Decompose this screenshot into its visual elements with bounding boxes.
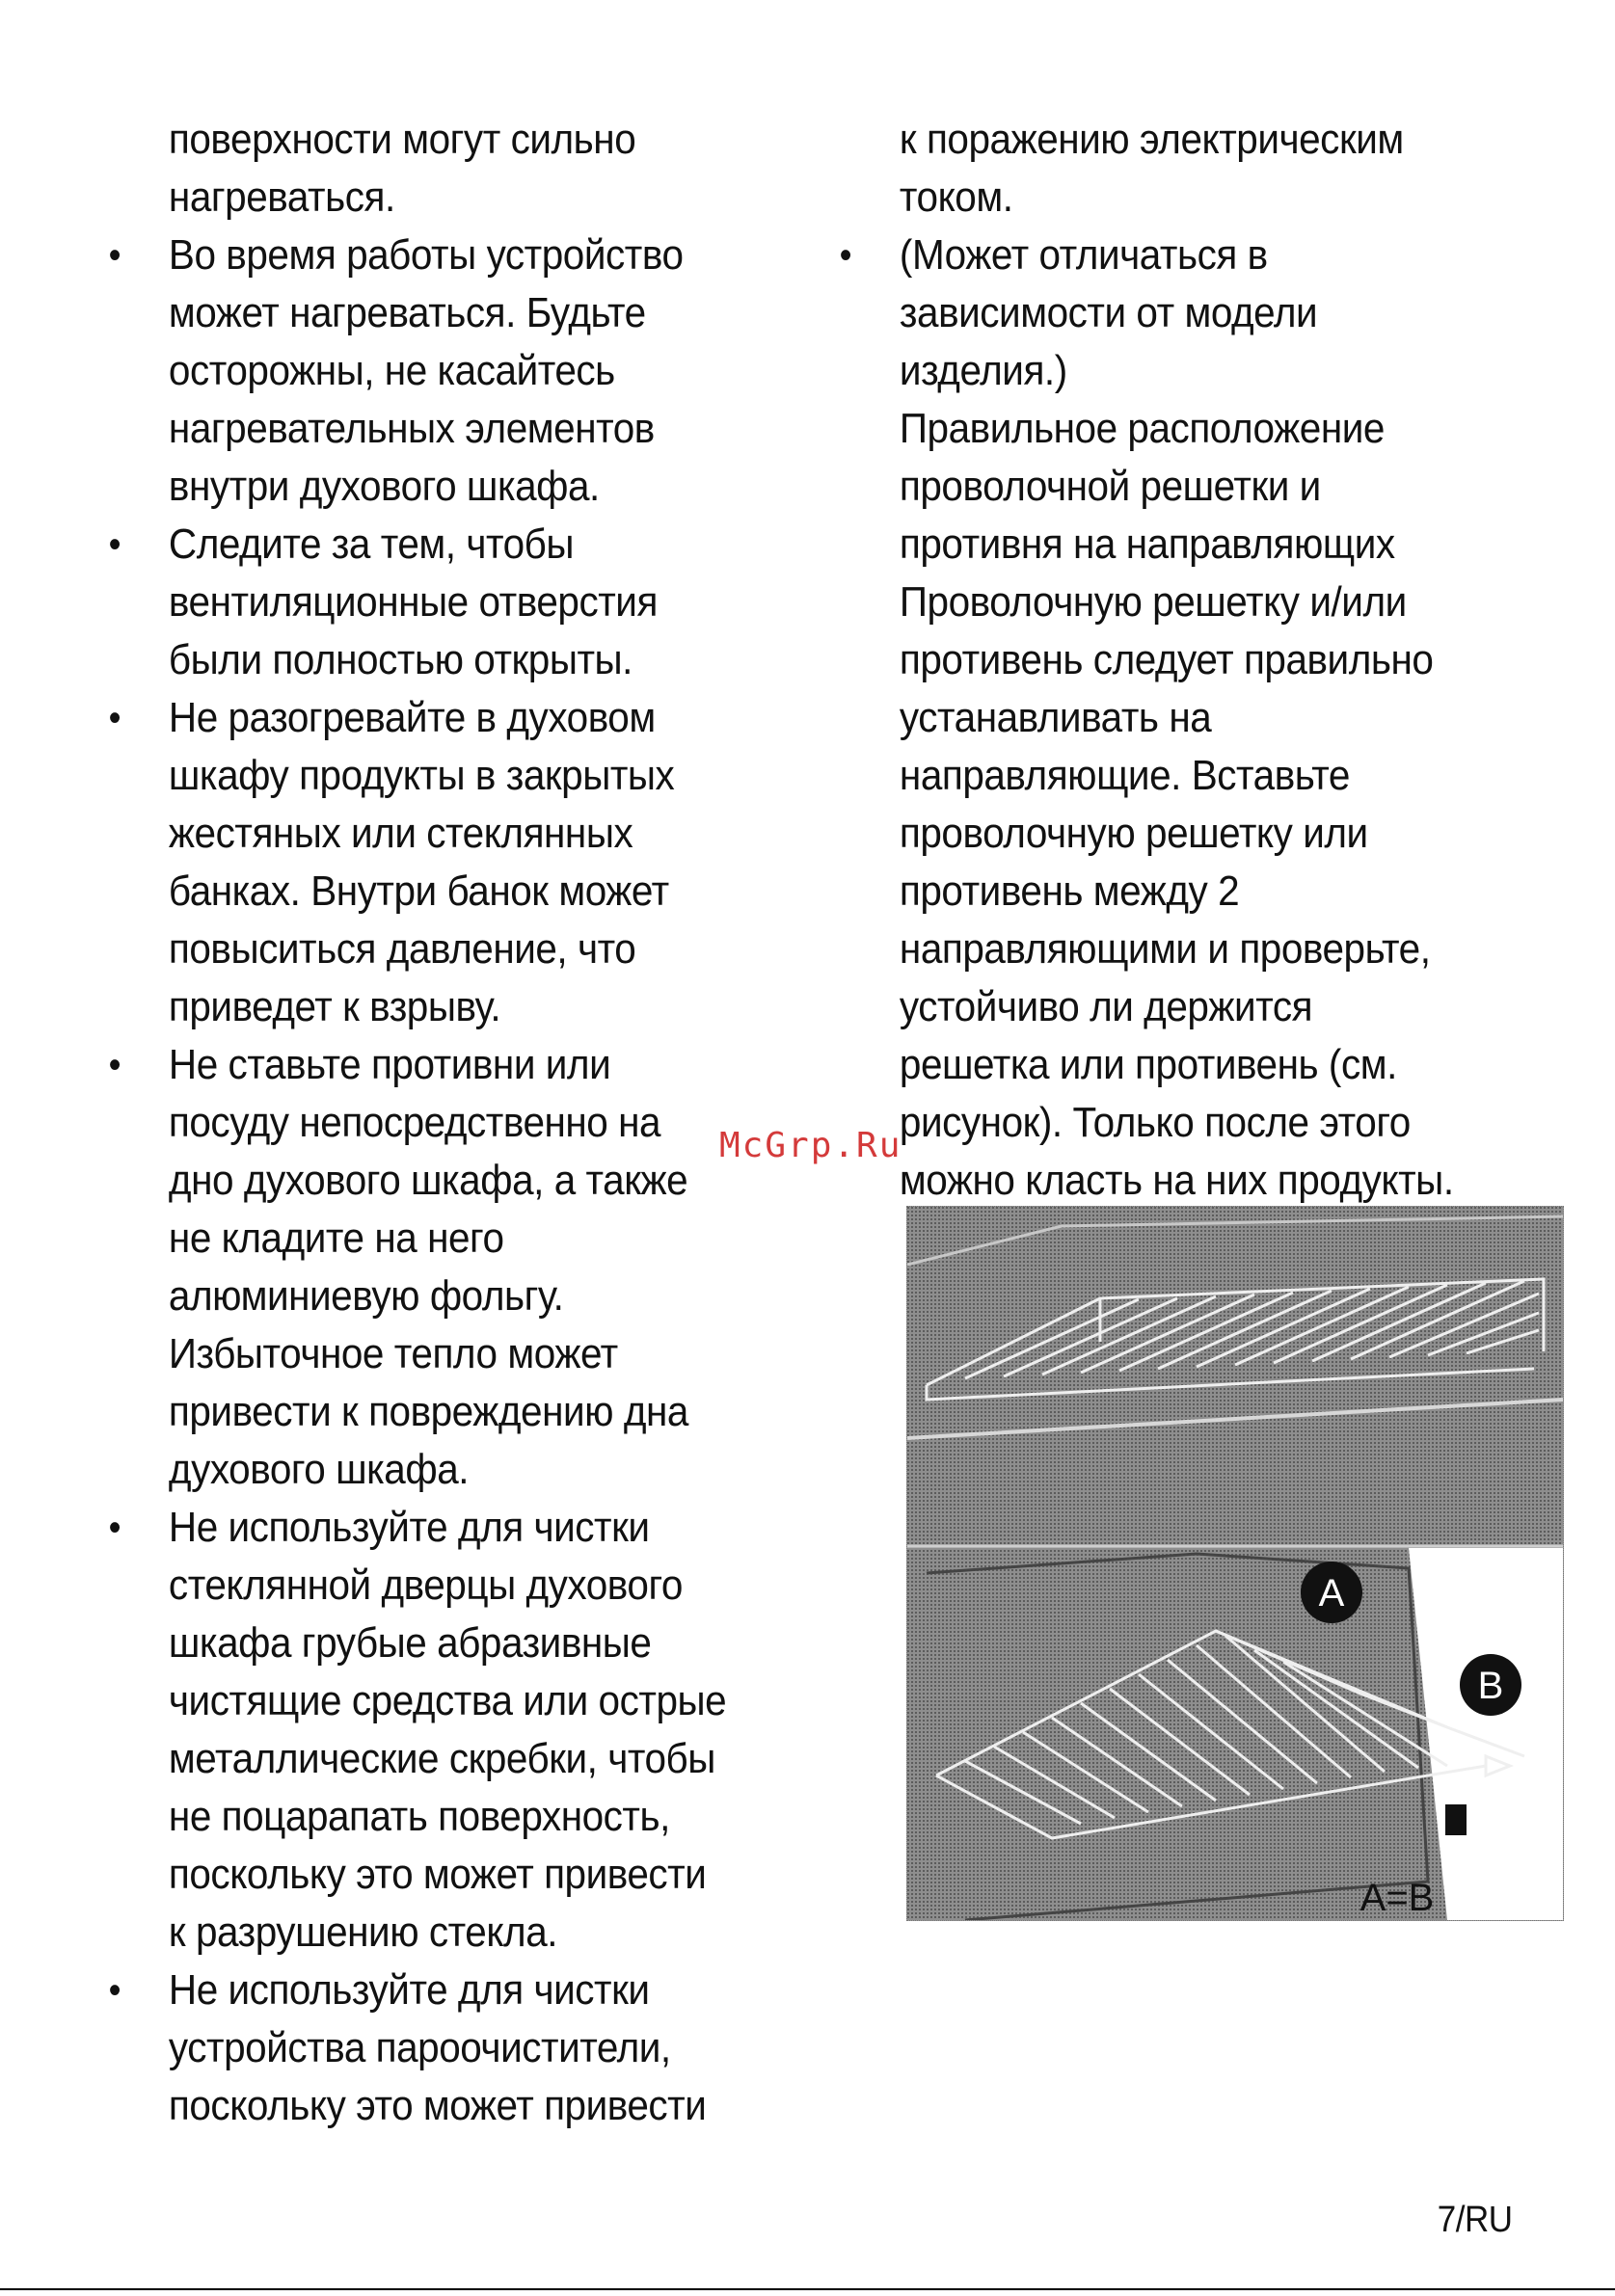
line-text: Не разогревайте в духовом: [168, 694, 656, 741]
line-text: Во время работы устройство: [168, 231, 684, 279]
text-line: [101, 1846, 740, 1904]
text-line: [101, 111, 740, 169]
text-line: [832, 978, 1489, 1036]
text-line: [101, 1730, 740, 1788]
line-text: устройства пароочистители,: [168, 2024, 671, 2071]
bullet-line: [101, 516, 740, 574]
rack-placement-figure: [906, 1206, 1564, 1921]
line-text: осторожны, не касайтесь: [168, 347, 615, 394]
line-text: противня на направляющих: [899, 521, 1395, 568]
line-text: направляющими и проверьте,: [899, 925, 1431, 973]
oven-rack-illustration: [907, 1207, 1563, 1920]
line-text: к разрушению стекла.: [168, 1909, 558, 1956]
bullet-marker: •: [108, 234, 121, 277]
text-line: [101, 631, 740, 689]
line-text: шкафа грубые абразивные: [168, 1619, 652, 1667]
line-text: (Может отличаться в: [899, 231, 1268, 279]
page-bottom-rule: [0, 2288, 1615, 2290]
marker-a-label: A: [1318, 1572, 1345, 1615]
text-line: [832, 400, 1489, 458]
line-text: поскольку это может привести: [168, 1851, 707, 1898]
line-text: к поражению электрическим: [899, 116, 1404, 163]
text-line: [101, 1152, 740, 1210]
marker-b-label: B: [1477, 1665, 1504, 1707]
text-line: [101, 1268, 740, 1325]
page-number: 7/RU: [1438, 2200, 1513, 2240]
text-line: [101, 1672, 740, 1730]
text-line: [101, 284, 740, 342]
line-text: внутри духового шкафа.: [168, 463, 600, 510]
text-line: [101, 1325, 740, 1383]
text-line: [101, 1615, 740, 1672]
bullet-marker: •: [108, 697, 121, 739]
bullet-line: [101, 227, 740, 284]
line-text: противень между 2: [899, 868, 1240, 915]
line-text: привести к повреждению дна: [168, 1388, 688, 1435]
text-line: [832, 805, 1489, 863]
line-text: зависимости от модели: [899, 289, 1318, 336]
line-text: металлические скребки, чтобы: [168, 1735, 715, 1782]
text-line: [101, 1788, 740, 1846]
bullet-line: [101, 689, 740, 747]
text-line: [101, 458, 740, 516]
line-text: нагревательных элементов: [168, 405, 655, 452]
line-text: током.: [899, 174, 1013, 221]
line-text: банках. Внутри банок может: [168, 868, 669, 915]
line-text: устанавливать на: [899, 694, 1212, 741]
text-line: [832, 1036, 1489, 1094]
line-text: противень следует правильно: [899, 636, 1434, 683]
text-line: [101, 1210, 740, 1268]
line-text: жестяных или стеклянных: [168, 810, 633, 857]
line-text: дно духового шкафа, а также: [168, 1157, 688, 1204]
line-text: Проволочную решетку и/или: [899, 578, 1407, 626]
text-line: [101, 921, 740, 978]
line-text: рисунок). Только после этого: [899, 1099, 1411, 1146]
text-line: [101, 1094, 740, 1152]
text-line: [832, 1152, 1489, 1210]
bullet-line: [832, 227, 1489, 284]
text-line: [832, 747, 1489, 805]
line-text: решетка или противень (см.: [899, 1041, 1397, 1088]
line-text: стеклянной дверцы духового: [168, 1562, 683, 1609]
figure-caption: A=B: [1359, 1877, 1435, 1919]
line-text: поверхности могут сильно: [168, 116, 636, 163]
text-line: [101, 400, 740, 458]
line-text: духового шкафа.: [168, 1446, 470, 1493]
left-column: [101, 111, 795, 2135]
text-line: [101, 574, 740, 631]
line-text: вентиляционные отверстия: [168, 578, 658, 626]
text-line: [832, 574, 1489, 631]
text-line: [101, 863, 740, 921]
bullet-marker: •: [839, 234, 852, 277]
text-line: [101, 978, 740, 1036]
line-text: Правильное расположение: [899, 405, 1385, 452]
line-text: можно класть на них продукты.: [899, 1157, 1454, 1204]
line-text: алюминиевую фольгу.: [168, 1272, 564, 1320]
text-line: [101, 2019, 740, 2077]
text-line: [832, 111, 1489, 169]
line-text: устойчиво ли держится: [899, 983, 1313, 1030]
right-column: [832, 111, 1546, 1210]
text-line: [832, 458, 1489, 516]
line-text: не кладите на него: [168, 1215, 504, 1262]
bullet-line: [101, 1499, 740, 1557]
line-text: не поцарапать поверхность,: [168, 1793, 670, 1840]
line-text: нагреваться.: [168, 174, 395, 221]
text-line: [101, 1441, 740, 1499]
text-line: [832, 516, 1489, 574]
line-text: направляющие. Вставьте: [899, 752, 1350, 799]
line-text: Не используйте для чистки: [168, 1504, 650, 1551]
text-line: [832, 863, 1489, 921]
text-line: [832, 284, 1489, 342]
line-text: приведет к взрыву.: [168, 983, 501, 1030]
text-line: [832, 689, 1489, 747]
text-line: [101, 1557, 740, 1615]
line-text: поскольку это может привести: [168, 2082, 707, 2129]
watermark-text: McGrp.Ru: [719, 1126, 902, 1165]
text-line: [101, 747, 740, 805]
line-text: Не используйте для чистки: [168, 1966, 650, 2014]
text-line: [101, 805, 740, 863]
text-line: [832, 631, 1489, 689]
bullet-marker: •: [108, 1969, 121, 2012]
bullet-line: [101, 1962, 740, 2019]
text-line: [101, 1383, 740, 1441]
line-text: Не ставьте противни или: [168, 1041, 611, 1088]
text-line: [101, 169, 740, 227]
line-text: шкафу продукты в закрытых: [168, 752, 675, 799]
line-text: повыситься давление, что: [168, 925, 636, 973]
line-text: чистящие средства или острые: [168, 1677, 727, 1724]
line-text: были полностью открыты.: [168, 636, 633, 683]
line-text: Следите за тем, чтобы: [168, 521, 575, 568]
line-text: проволочную решетку или: [899, 810, 1368, 857]
bullet-marker: •: [108, 1044, 121, 1086]
text-line: [832, 169, 1489, 227]
bullet-marker: •: [108, 1507, 121, 1549]
line-text: изделия.): [899, 347, 1067, 394]
bullet-marker: •: [108, 523, 121, 566]
bullet-line: [101, 1036, 740, 1094]
line-text: может нагреваться. Будьте: [168, 289, 646, 336]
text-line: [101, 1904, 740, 1962]
text-line: [832, 342, 1489, 400]
text-line: [832, 1094, 1489, 1152]
line-text: посуду непосредственно на: [168, 1099, 661, 1146]
line-text: Избыточное тепло может: [168, 1330, 618, 1377]
oven-hinge-slot: [1445, 1804, 1467, 1835]
text-line: [832, 921, 1489, 978]
text-line: [101, 2077, 740, 2135]
line-text: проволочной решетки и: [899, 463, 1321, 510]
text-line: [101, 342, 740, 400]
